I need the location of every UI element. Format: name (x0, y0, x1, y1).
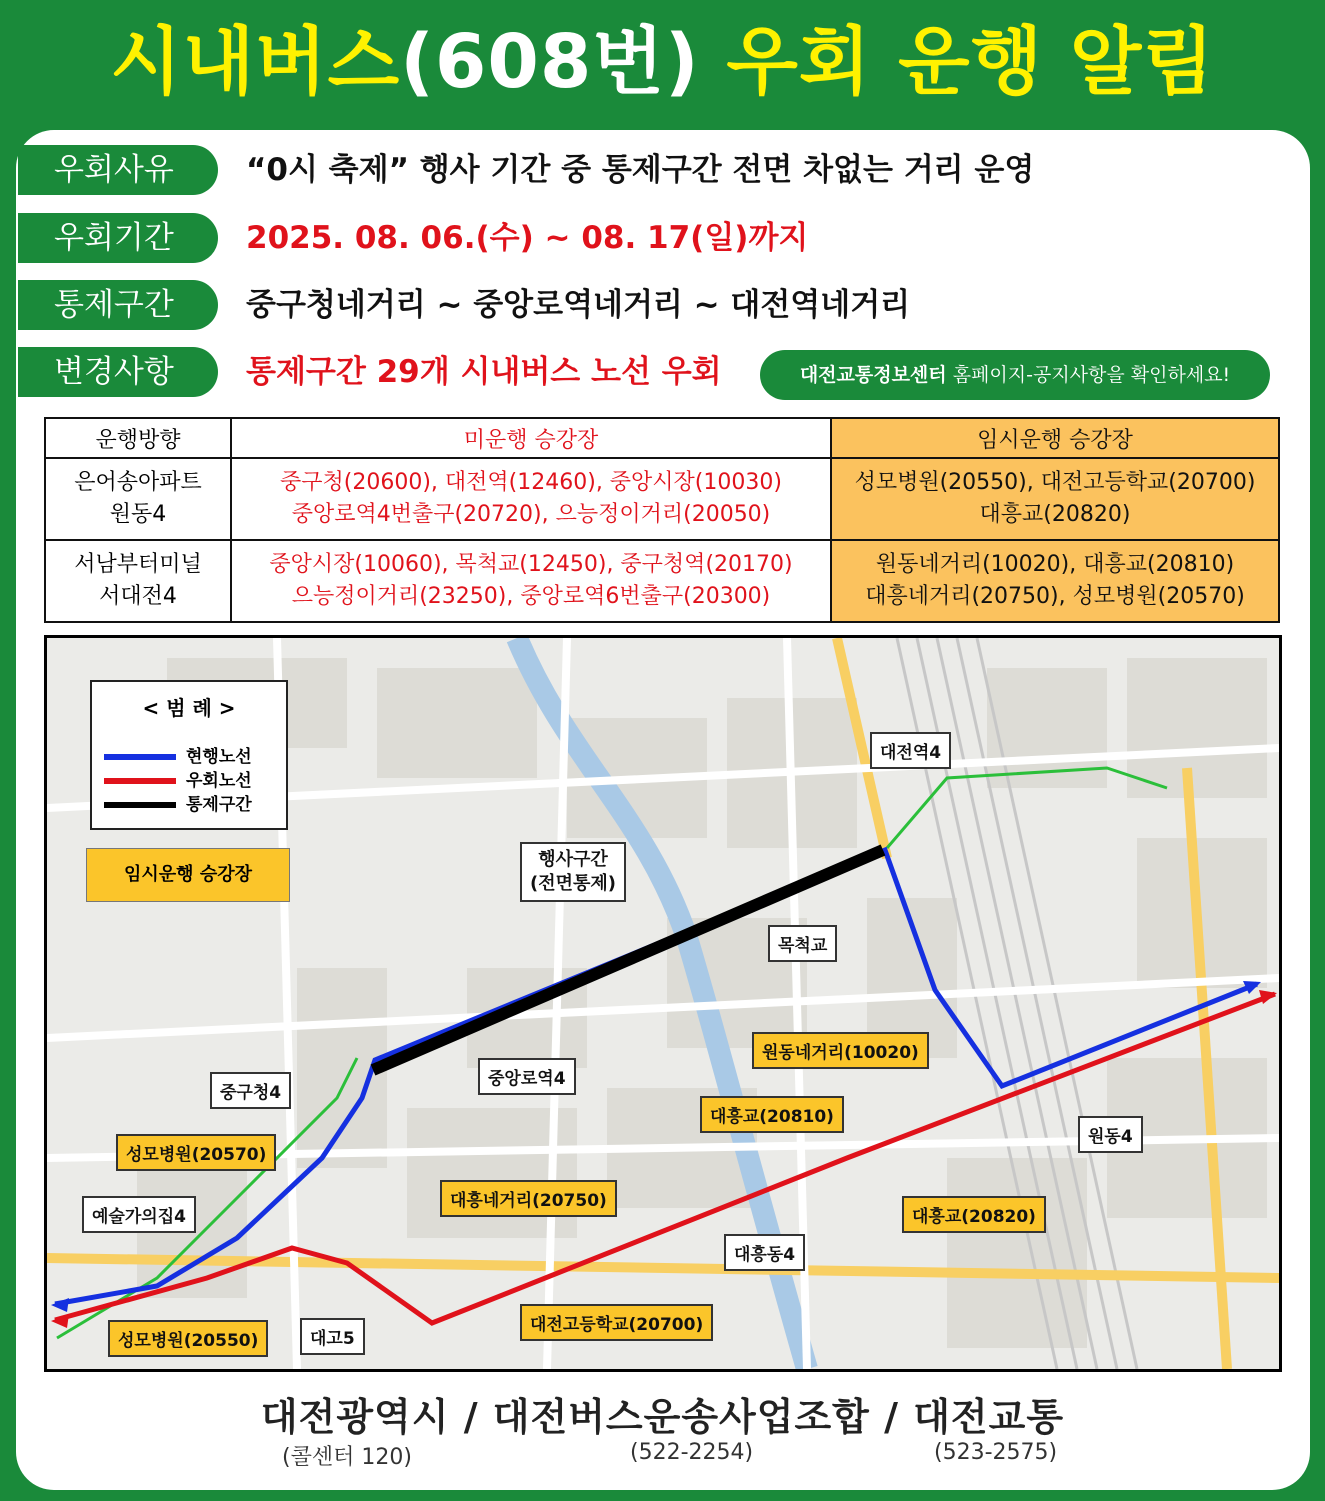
title-part-number: (608번) (400, 19, 700, 105)
temporary-cell (831, 458, 1279, 540)
label-seongmo-1: 성모병원(20570) (116, 1134, 276, 1171)
legend-item-detour (104, 766, 252, 791)
label-daeheung-bridge-2: 대흥교(20820) (902, 1196, 1046, 1233)
change-label: 변경사항 (18, 347, 218, 397)
direction-line: 서남부터미널 (74, 552, 202, 577)
footer-phone-union: (522-2254) (630, 1440, 754, 1465)
direction-cell (45, 458, 231, 540)
section-value: 중구청네거리 ~ 중앙로역네거리 ~ 대전역네거리 (246, 287, 911, 323)
legend-label: 현행노선 (186, 747, 252, 767)
temporary-line: 원동네거리(10020), 대흥교(20810) (875, 552, 1235, 577)
event-label-1: 행사구간 (538, 849, 608, 870)
not-served-cell (231, 458, 831, 540)
temporary-line: 성모병원(20550), 대전고등학교(20700) (854, 470, 1256, 495)
table-header-row (45, 418, 1279, 458)
not-served-line: 중앙로역4번출구(20720), 으능정이거리(20050) (291, 502, 771, 527)
footer-phone-transit: (523-2575) (934, 1440, 1058, 1465)
label-jungu-office: 중구청4 (210, 1072, 291, 1109)
label-art-house: 예술가의집4 (82, 1196, 196, 1233)
legend-title: < 범 례 > (142, 696, 236, 720)
not-served-line: 중구청(20600), 대전역(12460), 중앙시장(10030) (280, 470, 782, 495)
change-value: 통제구간 29개 시내버스 노선 우회 (246, 354, 722, 390)
footer-orgs: 대전광역시 / 대전버스운송사업조합 / 대전교통 (260, 1395, 1065, 1439)
legend-label: 우회노선 (186, 771, 252, 791)
notice-text: 홈페이지-공지사항을 확인하세요! (946, 364, 1231, 386)
title-part-detour: 우회 운행 알림 (699, 19, 1215, 105)
period-label: 우회기간 (18, 213, 218, 263)
header-temporary: 임시운행 승강장 (831, 418, 1279, 458)
direction-cell (45, 540, 231, 622)
temporary-cell (831, 540, 1279, 622)
label-jungang-station: 중앙로역4 (478, 1058, 576, 1095)
direction-line: 원동4 (109, 502, 167, 527)
direction-line: 은어송아파트 (74, 470, 202, 495)
header-direction: 운행방향 (45, 418, 231, 458)
temp-stop-legend: 임시운행 승강장 (86, 848, 290, 902)
info-center-notice (760, 350, 1270, 400)
label-seongmo-2: 성모병원(20550) (108, 1320, 268, 1357)
table-row (45, 540, 1279, 622)
label-wondong-intersection: 원동네거리(10020) (752, 1032, 929, 1069)
not-served-line: 으능정이거리(23250), 중앙로역6번출구(20300) (291, 584, 771, 609)
map-legend (90, 680, 288, 830)
event-section-callout (520, 842, 626, 902)
direction-line: 서대전4 (99, 584, 177, 609)
not-served-line: 중앙시장(10060), 목척교(12450), 중구청역(20170) (269, 552, 793, 577)
header-not-served: 미운행 승강장 (231, 418, 831, 458)
label-daejeon-station: 대전역4 (870, 732, 951, 769)
reason-label: 우회사유 (18, 145, 218, 195)
label-wondong: 원동4 (1078, 1116, 1143, 1153)
event-label-2: (전면통제) (530, 873, 617, 894)
legend-label: 통제구간 (186, 795, 252, 815)
legend-swatch (104, 802, 176, 808)
legend-item-current (104, 742, 252, 767)
table-row (45, 458, 1279, 540)
section-label: 통제구간 (18, 280, 218, 330)
page-title (0, 14, 1325, 110)
legend-swatch (104, 754, 176, 760)
label-mokcheok: 목척교 (768, 925, 837, 962)
label-daego: 대고5 (300, 1318, 365, 1355)
title-part-bus: 시내버스 (110, 19, 401, 105)
temporary-line: 대흥네거리(20750), 성모병원(20570) (865, 584, 1245, 609)
footer-phone-callcenter: (콜센터 120) (282, 1445, 412, 1470)
label-daejeon-highschool: 대전고등학교(20700) (520, 1304, 713, 1341)
reason-value: “0시 축제” 행사 기간 중 통제구간 전면 차없는 거리 운영 (246, 152, 1035, 188)
legend-item-closed (104, 790, 252, 815)
legend-swatch (104, 778, 176, 784)
route-change-table (44, 417, 1280, 623)
label-daeheung-bridge-1: 대흥교(20810) (700, 1096, 844, 1133)
notice-center-name: 대전교통정보센터 (799, 364, 947, 386)
label-daeheung-dong: 대흥동4 (724, 1234, 805, 1271)
period-value: 2025. 08. 06.(수) ~ 08. 17(일)까지 (246, 220, 809, 256)
label-daeheung-intersection: 대흥네거리(20750) (440, 1180, 617, 1217)
temporary-line: 대흥교(20820) (979, 502, 1131, 527)
not-served-cell (231, 540, 831, 622)
